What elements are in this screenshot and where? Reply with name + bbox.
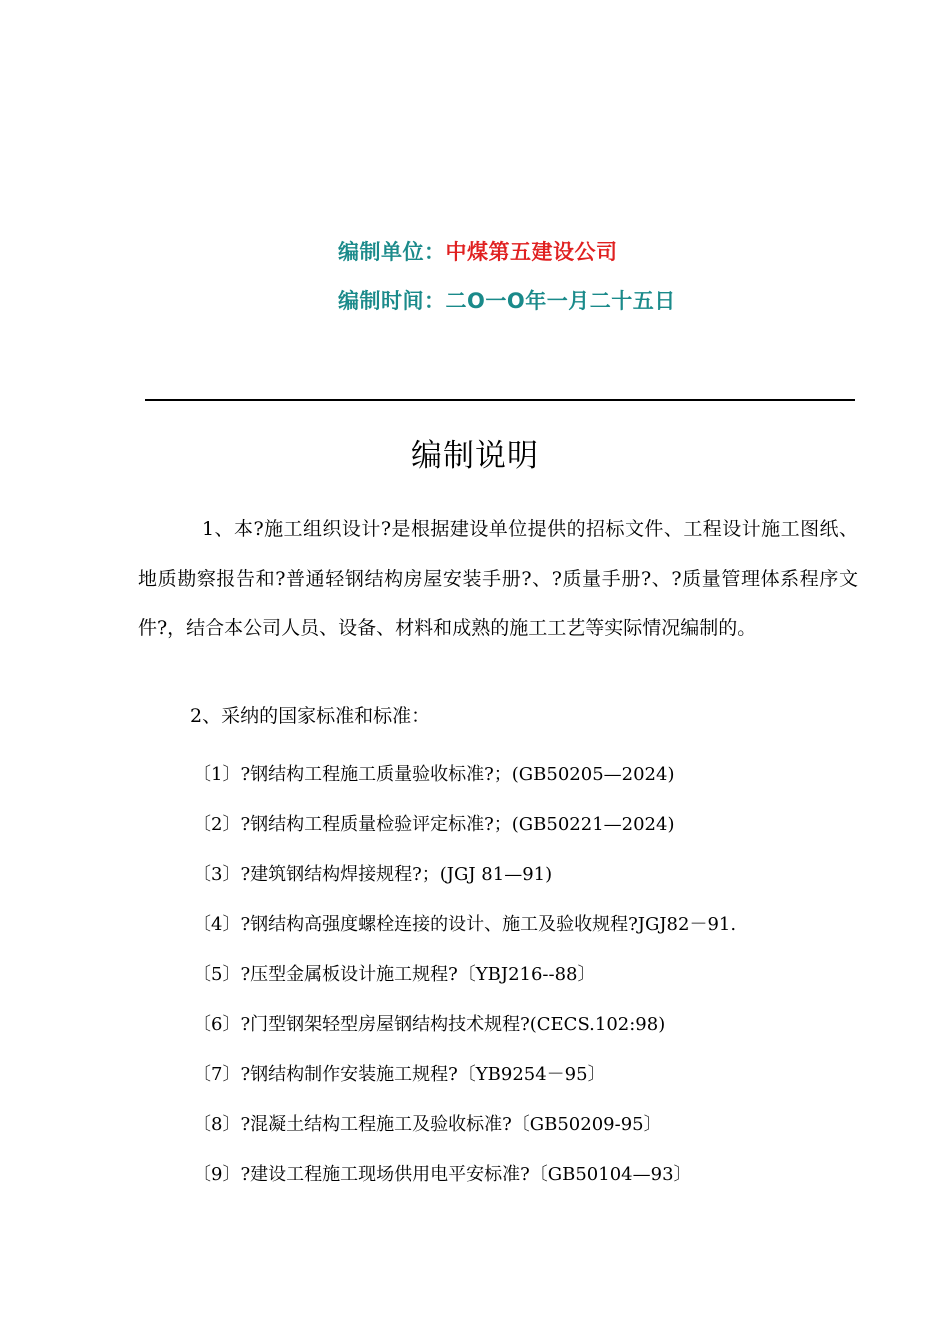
time-label: 编制时间： — [338, 289, 446, 313]
standard-item: 〔6〕?门型钢架轻型房屋钢结构技术规程?(CECS.102:98) — [193, 1014, 666, 1035]
standard-item: 〔2〕?钢结构工程质量检验评定标准?；(GB50221—2024) — [193, 814, 675, 835]
divider-line — [145, 399, 855, 401]
standard-item: 〔4〕?钢结构高强度螺栓连接的设计、施工及验收规程?JGJ82－91. — [193, 914, 737, 935]
standard-item: 〔1〕?钢结构工程施工质量验收标准?；(GB50205—2024) — [193, 764, 675, 785]
time-value: 二O一O年一月二十五日 — [445, 289, 676, 313]
standard-item: 〔8〕?混凝土结构工程施工及验收标准?〔GB50209-95〕 — [193, 1114, 662, 1135]
standard-item: 〔5〕?压型金属板设计施工规程?〔YBJ216--88〕 — [193, 964, 596, 985]
standard-item: 〔9〕?建设工程施工现场供用电平安标准?〔GB50104—93〕 — [193, 1164, 692, 1185]
standards-list — [193, 760, 736, 1210]
standard-item: 〔7〕?钢结构制作安装施工规程?〔YB9254－95〕 — [193, 1064, 606, 1085]
unit-line — [338, 236, 618, 266]
unit-value: 中煤第五建设公司 — [445, 240, 618, 264]
page-title: 编制说明 — [411, 438, 539, 474]
unit-label: 编制单位： — [338, 240, 446, 264]
standard-item: 〔3〕?建筑钢结构焊接规程?；(JGJ 81—91) — [193, 864, 553, 885]
time-line — [338, 285, 676, 315]
standards-subheading: 2、采纳的国家标准和标准： — [190, 705, 431, 727]
paragraph-1: 1、本?施工组织设计?是根据建设单位提供的招标文件、工程设计施工图纸、地质勘察报告和?普通轻钢结构房屋安装手册?、?质量手册?、?质量管理体系程序文件?，结合本公司人员、设备、材料和成熟的施工工艺等实际情况编制的。 — [138, 518, 858, 639]
